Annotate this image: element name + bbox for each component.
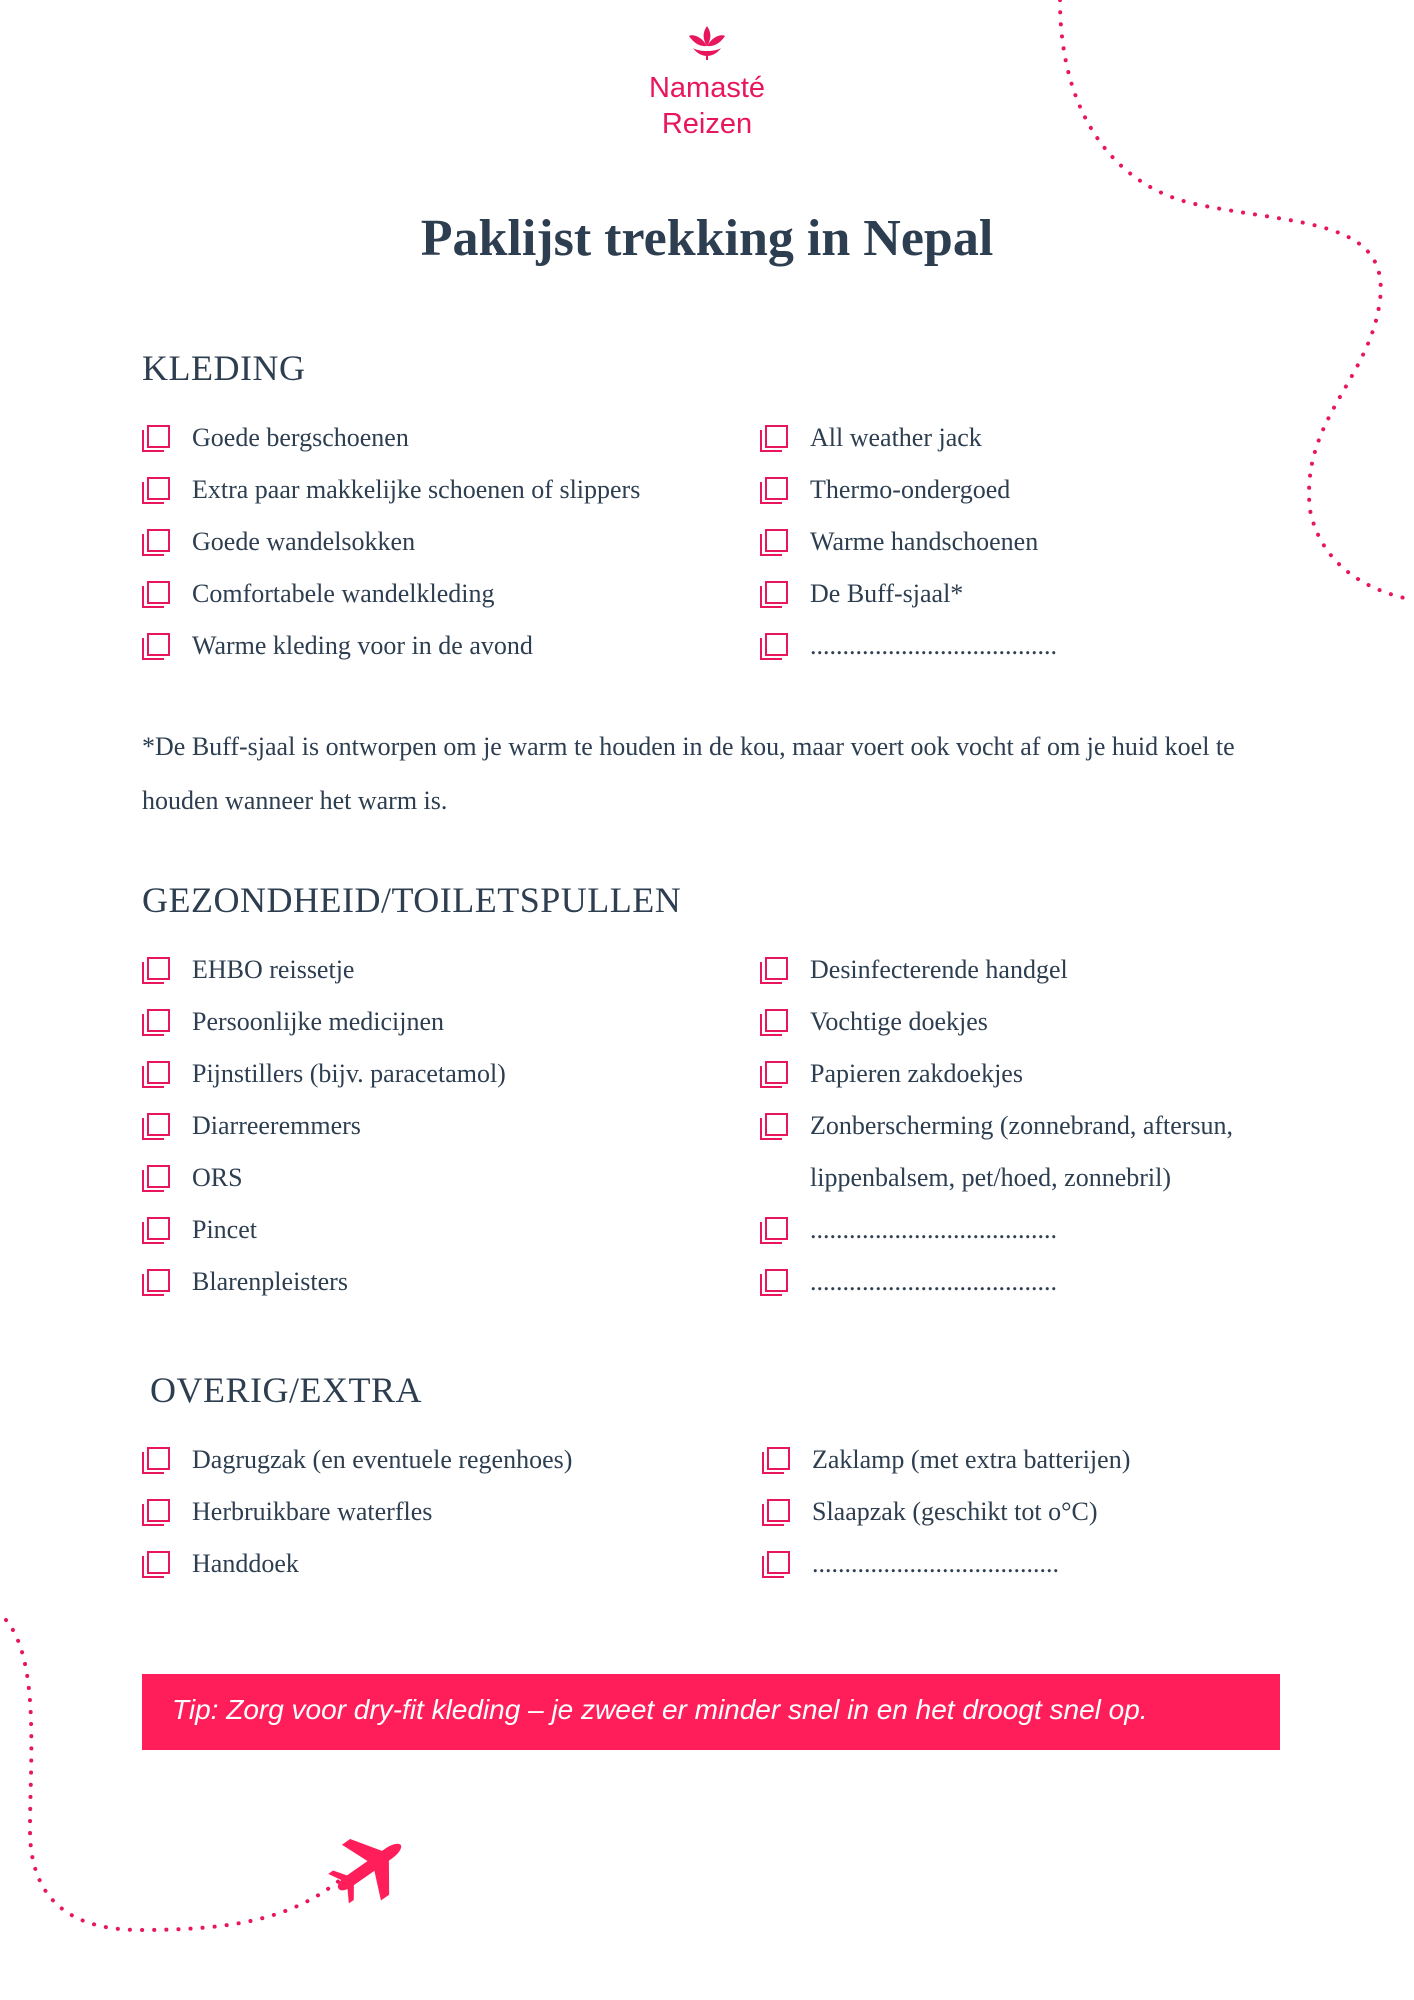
checkbox-icon[interactable] <box>762 1447 792 1477</box>
buff-sjaal-note: *De Buff-sjaal is ontworpen om je warm te houden in de kou, maar voert ook vocht af om je huid koel te houden wanneer het warm is. <box>142 732 1235 815</box>
checklist-item[interactable] <box>762 1434 1130 1486</box>
checklist-item[interactable] <box>142 568 640 620</box>
overig-list-left <box>142 1434 572 1590</box>
checklist-item-label: Dagrugzak (en eventuele regenhoes) <box>192 1445 573 1474</box>
checklist-item[interactable] <box>760 944 1310 996</box>
checklist-item-label: Slaapzak (geschikt tot o°C) <box>812 1497 1098 1526</box>
checkbox-icon[interactable] <box>760 1217 790 1247</box>
airplane-icon <box>319 1817 420 1916</box>
checklist-item[interactable] <box>760 996 1310 1048</box>
checkbox-icon[interactable] <box>762 1551 792 1581</box>
checkbox-icon[interactable] <box>142 1217 172 1247</box>
checklist-item-label: All weather jack <box>810 423 982 452</box>
checkbox-icon[interactable] <box>142 633 172 663</box>
brand-logo <box>557 22 857 142</box>
checklist-item[interactable] <box>142 1256 506 1308</box>
checklist-item-label: Diarreeremmers <box>192 1111 361 1140</box>
checkbox-icon[interactable] <box>760 1113 790 1143</box>
checkbox-icon[interactable] <box>760 1269 790 1299</box>
dotted-flight-path-top <box>1060 0 1414 600</box>
checklist-item-label: Warme handschoenen <box>810 527 1039 556</box>
checkbox-icon[interactable] <box>142 425 172 455</box>
checklist-item[interactable] <box>142 464 640 516</box>
checklist-blank-line: ...................................... <box>810 1215 1057 1244</box>
checkbox-icon[interactable] <box>142 477 172 507</box>
checkbox-icon[interactable] <box>760 957 790 987</box>
tip-banner: Tip: Zorg voor dry-fit kleding – je zweet er minder snel in en het droogt snel op. <box>142 1674 1280 1750</box>
checklist-blank-line: ...................................... <box>810 1267 1057 1296</box>
checklist-item-blank[interactable] <box>762 1538 1130 1590</box>
checkbox-icon[interactable] <box>760 477 790 507</box>
checklist-item[interactable] <box>142 1538 572 1590</box>
checkbox-icon[interactable] <box>142 1499 172 1529</box>
checkbox-icon[interactable] <box>760 581 790 611</box>
checklist-item[interactable] <box>760 568 1057 620</box>
checklist-item-label: Papieren zakdoekjes <box>810 1059 1023 1088</box>
brand-name-line2: Reizen <box>661 108 753 140</box>
checklist-item[interactable] <box>760 464 1057 516</box>
section-heading-overig: OVERIG/EXTRA <box>150 1370 422 1410</box>
page-title: Paklijst trekking in Nepal <box>420 210 994 267</box>
checklist-item-label: Persoonlijke medicijnen <box>192 1007 445 1036</box>
checklist-item[interactable] <box>142 516 640 568</box>
checklist-item[interactable] <box>760 1100 1310 1204</box>
checklist-item[interactable] <box>142 1434 572 1486</box>
lotus-icon <box>687 22 727 62</box>
checkbox-icon[interactable] <box>142 1269 172 1299</box>
checkbox-icon[interactable] <box>142 1113 172 1143</box>
checklist-item[interactable] <box>142 412 640 464</box>
kleding-list-left <box>142 412 640 672</box>
checklist-item[interactable] <box>142 1486 572 1538</box>
brand-name <box>557 70 857 142</box>
checklist-item[interactable] <box>760 516 1057 568</box>
checklist-item[interactable] <box>142 1048 506 1100</box>
checklist-item[interactable] <box>142 996 506 1048</box>
checklist-item[interactable] <box>760 1048 1310 1100</box>
checklist-item-label: EHBO reissetje <box>192 955 355 984</box>
checklist-item[interactable] <box>760 412 1057 464</box>
checklist-item-label: Zonberscherming (zonnebrand, aftersun, lippenbalsem, pet/hoed, zonnebril) <box>810 1111 1234 1192</box>
checklist-item-label: Goede bergschoenen <box>192 423 409 452</box>
checklist-item-label: ORS <box>192 1163 243 1192</box>
gezondheid-list-right <box>760 944 1310 1308</box>
checklist-item-blank[interactable] <box>760 620 1057 672</box>
dotted-flight-path-bottom <box>6 1620 340 1930</box>
checkbox-icon[interactable] <box>142 1551 172 1581</box>
checklist-item-label: Thermo-ondergoed <box>810 475 1011 504</box>
brand-name-line1: Namasté <box>648 72 766 104</box>
checklist-item-label: De Buff-sjaal* <box>810 579 964 608</box>
kleding-list-right <box>760 412 1057 672</box>
checklist-item-label: Pijnstillers (bijv. paracetamol) <box>192 1059 506 1088</box>
checklist-blank-line: ...................................... <box>810 631 1057 660</box>
section-heading-gezondheid: GEZONDHEID/TOILETSPULLEN <box>142 880 682 920</box>
checklist-item-blank[interactable] <box>760 1204 1310 1256</box>
checklist-item-label: Extra paar makkelijke schoenen of slippers <box>192 475 641 504</box>
checklist-item-label: Herbruikbare waterfles <box>192 1497 433 1526</box>
checklist-item[interactable] <box>142 944 506 996</box>
checkbox-icon[interactable] <box>142 1447 172 1477</box>
checkbox-icon[interactable] <box>142 1165 172 1195</box>
checklist-item-label: Warme kleding voor in de avond <box>192 631 533 660</box>
checkbox-icon[interactable] <box>760 529 790 559</box>
checklist-item[interactable] <box>142 1152 506 1204</box>
checklist-item-label: Goede wandelsokken <box>192 527 416 556</box>
checkbox-icon[interactable] <box>760 425 790 455</box>
checklist-item-label: Blarenpleisters <box>192 1267 348 1296</box>
checkbox-icon[interactable] <box>760 1009 790 1039</box>
checkbox-icon[interactable] <box>142 1061 172 1091</box>
checklist-item-label: Comfortabele wandelkleding <box>192 579 495 608</box>
checkbox-icon[interactable] <box>762 1499 792 1529</box>
checklist-item[interactable] <box>142 1204 506 1256</box>
gezondheid-list-left <box>142 944 506 1308</box>
checklist-item-label: Pincet <box>192 1215 257 1244</box>
checkbox-icon[interactable] <box>142 529 172 559</box>
checklist-item[interactable] <box>762 1486 1130 1538</box>
checklist-blank-line: ...................................... <box>812 1549 1059 1578</box>
checklist-item-blank[interactable] <box>760 1256 1310 1308</box>
overig-list-right <box>762 1434 1130 1590</box>
checklist-item-label: Handdoek <box>192 1549 299 1578</box>
checkbox-icon[interactable] <box>142 581 172 611</box>
checkbox-icon[interactable] <box>760 633 790 663</box>
checklist-item[interactable] <box>142 620 640 672</box>
checkbox-icon[interactable] <box>142 1009 172 1039</box>
checkbox-icon[interactable] <box>142 957 172 987</box>
checkbox-icon[interactable] <box>760 1061 790 1091</box>
checklist-item-label: Zaklamp (met extra batterijen) <box>812 1445 1131 1474</box>
section-heading-kleding: KLEDING <box>142 348 306 388</box>
checklist-item-label: Vochtige doekjes <box>810 1007 988 1036</box>
checklist-item[interactable] <box>142 1100 506 1152</box>
checklist-item-label: Desinfecterende handgel <box>810 955 1068 984</box>
